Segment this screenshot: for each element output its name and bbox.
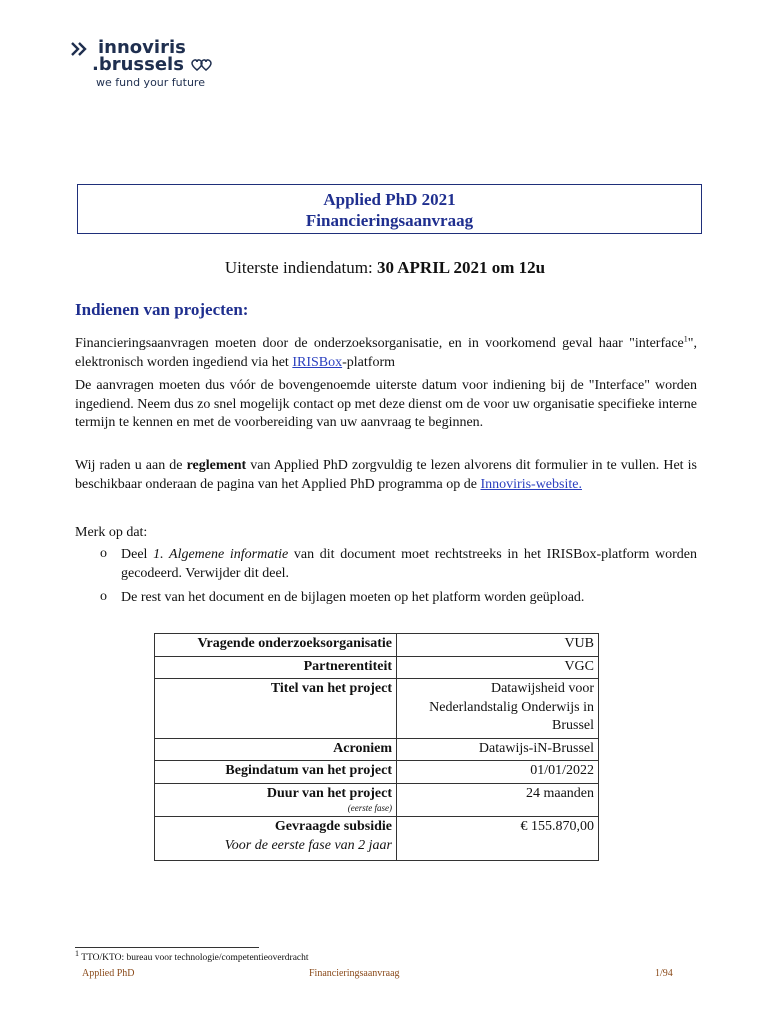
- table-value: Datawijsheid voor Nederlandstalig Onderwijs in Brussel: [397, 679, 599, 739]
- table-label-note: (eerste fase): [347, 803, 392, 813]
- deadline-value: 30 APRIL 2021 om 12u: [376, 258, 546, 277]
- bullet-marker: o: [100, 589, 107, 604]
- para3-bold: reglement: [186, 458, 247, 473]
- hearts-icon: [191, 58, 213, 72]
- double-chevron-icon: [70, 41, 94, 57]
- note-intro: Merk op dat:: [75, 525, 148, 540]
- irisbox-link[interactable]: IRISBox: [292, 354, 343, 370]
- table-row: [155, 679, 599, 739]
- table-label-cell: [155, 817, 397, 861]
- list-item: [121, 546, 697, 583]
- footnote-marker: 1: [75, 948, 79, 958]
- footer-document-name: Financieringsaanvraag: [309, 968, 400, 979]
- table-value: Datawijs-iN-Brussel: [397, 738, 599, 761]
- table-value: VUB: [397, 634, 599, 657]
- document-title-box: [77, 184, 702, 234]
- table-row: [155, 817, 599, 861]
- table-value: 24 maanden: [397, 783, 599, 817]
- footnote-ref: 1: [683, 334, 688, 344]
- table-label: Acroniem: [155, 738, 397, 761]
- paragraph-regulation: [75, 457, 697, 494]
- para1-text-b: ", elektronisch worden ingediend via het: [75, 336, 697, 370]
- table-value: € 155.870,00: [397, 817, 599, 861]
- footnote: [75, 948, 309, 963]
- deadline-line: [0, 258, 770, 278]
- table-value: 01/01/2022: [397, 761, 599, 784]
- table-label: Vragende onderzoeksorganisatie: [155, 634, 397, 657]
- innoviris-website-link[interactable]: Innoviris-website.: [480, 476, 582, 492]
- logo-tagline: we fund your future: [96, 76, 205, 89]
- deadline-label: Uiterste indiendatum:: [224, 258, 373, 277]
- table-value: VGC: [397, 656, 599, 679]
- table-label-cell: [155, 783, 397, 817]
- document-subtitle: Financieringsaanvraag: [305, 211, 474, 230]
- document-title: Applied PhD 2021: [323, 190, 456, 209]
- table-label: Begindatum van het project: [155, 761, 397, 784]
- bullet-text-a: De rest van het document en de bijlagen moeten op het platform worden geüpload.: [121, 590, 585, 605]
- page-number: 1/94: [655, 968, 673, 979]
- bullet-italic: 1. Algemene informatie: [153, 547, 289, 562]
- bullet-text-b: van dit document moet rechtstreeks in het IRISBox-platform worden gecodeerd. Verwijder dit deel.: [121, 547, 697, 581]
- table-row: [155, 738, 599, 761]
- para1-text-c: -platform: [342, 354, 395, 370]
- logo-text-innoviris: innoviris: [98, 37, 186, 58]
- table-label: Duur van het project: [266, 785, 392, 801]
- table-label: Gevraagde subsidie: [274, 819, 392, 834]
- table-row: [155, 761, 599, 784]
- footnote-text: TTO/KTO: bureau voor technologie/competentieoverdracht: [81, 953, 309, 963]
- list-item: [121, 589, 697, 608]
- table-label-note: Voor de eerste fase van 2 jaar: [224, 837, 392, 853]
- footnote-divider: [75, 947, 259, 948]
- paragraph-deadline-info: De aanvragen moeten dus vóór de bovengenoemde uiterste datum voor indiening bij de "Interface" worden ingediend. Neem dus zo snel mogelijk contact op met deze dienst om de voor uw organisatie specifieke interne termijn te kennen en met de voorbereiding van uw aanvraag te beginnen.: [75, 378, 697, 430]
- bullet-text-a: Deel: [121, 547, 154, 562]
- section-heading: Indienen van projecten:: [75, 300, 249, 319]
- para3-text-b: van Applied PhD zorgvuldig te lezen alvorens dit formulier in te vullen. Het is beschikbaar onderaan de pagina van het Applied PhD programma op de: [75, 458, 697, 492]
- paragraph-submission: [75, 335, 697, 372]
- table-label: Titel van het project: [155, 679, 397, 739]
- para3-text-a: Wij raden u aan de: [75, 458, 187, 473]
- logo-text-brussels: .brussels: [92, 54, 184, 75]
- table-row: [155, 783, 599, 817]
- table-row: [155, 634, 599, 657]
- project-info-table: [154, 633, 599, 861]
- innoviris-logo: [70, 38, 230, 93]
- table-label: Partnerentiteit: [155, 656, 397, 679]
- table-row: [155, 656, 599, 679]
- para1-text-a: Financieringsaanvragen moeten door de onderzoeksorganisatie, en in voorkomend geval haar "interface: [75, 336, 684, 351]
- bullet-marker: o: [100, 546, 107, 561]
- footer-program: Applied PhD: [82, 968, 135, 979]
